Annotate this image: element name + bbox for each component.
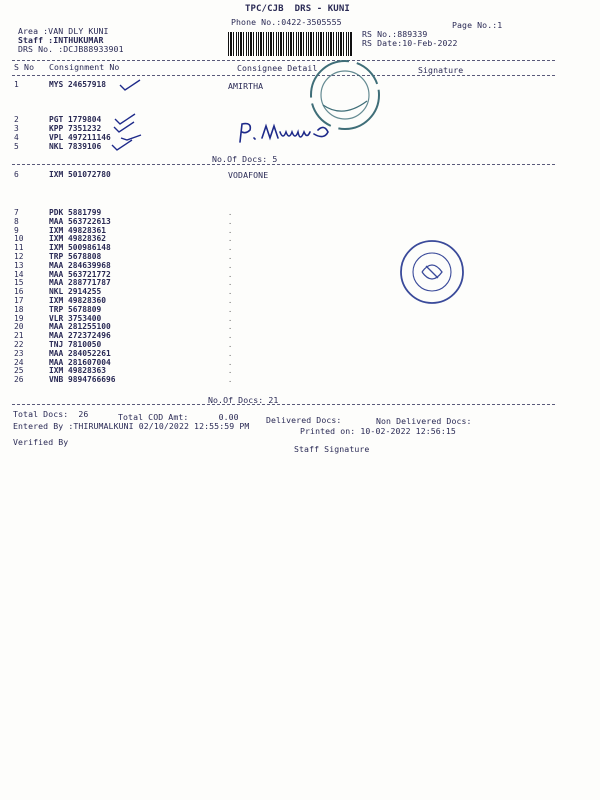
column-dot: . <box>228 209 233 217</box>
serial-number: 12 <box>14 252 24 261</box>
consignment-number: PGT 1779804 <box>49 115 102 124</box>
delivered-docs: Delivered Docs: <box>266 415 342 425</box>
serial-number: 8 <box>14 216 19 226</box>
serial-number: 25 <box>14 366 24 376</box>
serial-number: 5 <box>14 142 19 151</box>
column-dot: . <box>228 297 233 305</box>
document-title: TPC/CJB DRS - KUNI <box>245 4 350 14</box>
serial-number: 1 <box>14 80 19 89</box>
column-dot: . <box>228 235 233 244</box>
consignment-number: MAA 272372496 <box>49 331 111 341</box>
staff-signature: Staff Signature <box>294 444 370 454</box>
column-dot: . <box>228 323 233 332</box>
serial-number: 13 <box>14 260 24 270</box>
area-field: Area :VAN DLY KUNI <box>18 26 109 36</box>
column-dot: . <box>228 217 233 226</box>
consignment-number: VNB 9894766696 <box>49 375 116 385</box>
serial-number: 22 <box>14 340 24 349</box>
consignment-number: VLR 3753400 <box>49 313 102 323</box>
verified-by: Verified By <box>13 437 69 447</box>
entered-by: Entered By :THIRUMALKUNI 02/10/2022 12:55:59 PM <box>13 421 250 431</box>
rule-group2 <box>12 164 555 165</box>
serial-number: 21 <box>14 331 24 341</box>
consignment-number: IXM 500986148 <box>49 243 111 253</box>
consignment-number: MYS 24657918 <box>49 80 107 89</box>
column-dot: . <box>228 288 233 297</box>
consignment-number: MAA 563722613 <box>49 216 111 226</box>
serial-number: 4 <box>14 133 19 142</box>
serial-number: 7 <box>14 208 19 217</box>
page-number: Page No.:1 <box>452 20 503 30</box>
consignee-amirtha: AMIRTHA <box>228 81 264 91</box>
tick-mark-icon <box>118 78 142 92</box>
col-consignee: Consignee Detail <box>237 63 318 73</box>
column-dot: . <box>228 376 233 385</box>
column-dot: . <box>228 279 233 288</box>
consignment-number: MAA 288771787 <box>49 278 111 288</box>
column-dot: . <box>228 226 233 235</box>
consignment-number: IXM 49828362 <box>49 234 107 244</box>
column-dot: . <box>228 314 233 323</box>
col-sno: S No <box>14 62 35 72</box>
staff-field: Staff :INTHUKUMAR <box>18 35 104 45</box>
consignment-number: NKL 7839106 <box>49 142 102 151</box>
serial-number: 26 <box>14 375 24 385</box>
serial-number: 16 <box>14 287 24 297</box>
serial-number: 20 <box>14 322 24 332</box>
serial-number: 3 <box>14 124 19 133</box>
col-consignment: Consignment No <box>49 62 120 72</box>
serial-number: 10 <box>14 234 24 244</box>
consignment-number: MAA 284052261 <box>49 348 111 358</box>
non-delivered-docs: Non Delivered Docs: <box>376 416 472 426</box>
group4-doc-count: No.Of Docs: 21 <box>208 395 279 405</box>
serial-number: 2 <box>14 115 19 124</box>
column-dot: . <box>228 341 233 349</box>
serial-number: 24 <box>14 357 24 367</box>
column-dot: . <box>228 349 233 358</box>
serial-number: 11 <box>14 243 24 253</box>
consignment-number: IXM 49828361 <box>49 225 107 235</box>
serial-number: 18 <box>14 304 24 314</box>
consignment-number: IXM 49828360 <box>49 296 107 305</box>
serial-number: 19 <box>14 313 24 323</box>
phone-number: Phone No.:0422-3505555 <box>231 17 342 27</box>
column-dot: . <box>228 270 233 279</box>
serial-number: 9 <box>14 225 19 235</box>
consignment-number: TRP 5678809 <box>49 304 102 314</box>
consignment-number: VPL 497211146 <box>49 133 111 142</box>
rs-date: RS Date:10-Feb-2022 <box>362 38 458 48</box>
round-stamp-icon <box>396 236 468 308</box>
column-dot: . <box>228 261 233 270</box>
consignment-number: MAA 563721772 <box>49 269 111 279</box>
col-signature: Signature <box>418 65 464 75</box>
consignment-number: PDK 5881799 <box>49 208 102 217</box>
consignment-number: NKL 2914255 <box>49 287 102 297</box>
consignment-number: TRP 5678808 <box>49 252 102 261</box>
consignee-vodafone: VODAFONE <box>228 170 269 180</box>
serial-number: 17 <box>14 296 24 305</box>
serial-number: 6 <box>14 170 19 179</box>
rule-footer <box>12 404 555 405</box>
group2-doc-count: No.Of Docs: 5 <box>212 154 278 164</box>
serial-number: 14 <box>14 269 24 279</box>
column-dot: . <box>228 367 233 376</box>
round-stamp-icon <box>305 55 385 135</box>
column-dot: . <box>228 358 233 367</box>
rs-number: RS No.:889339 <box>362 29 428 39</box>
consignment-number: IXM 49828363 <box>49 366 107 376</box>
rule-header <box>12 75 555 76</box>
total-cod: Total COD Amt: 0.00 <box>118 412 239 422</box>
barcode <box>228 32 353 56</box>
consignment-number: IXM 501072780 <box>49 170 111 179</box>
serial-number: 15 <box>14 278 24 288</box>
drs-number: DRS No. :DCJB88933901 <box>18 44 124 54</box>
consignment-number: KPP 7351232 <box>49 124 102 133</box>
consignment-number: MAA 281255100 <box>49 322 111 332</box>
total-docs: Total Docs: 26 <box>13 409 89 419</box>
column-dot: . <box>228 244 233 253</box>
serial-number: 23 <box>14 348 24 358</box>
printed-on: Printed on: 10-02-2022 12:56:15 <box>300 426 456 436</box>
column-dot: . <box>228 332 233 341</box>
consignment-number: TNJ 7810050 <box>49 340 102 349</box>
rule-top <box>12 60 555 61</box>
consignment-number: MAA 284639968 <box>49 260 111 270</box>
column-dot: . <box>228 305 233 314</box>
consignment-number: MAA 281607004 <box>49 357 111 367</box>
column-dot: . <box>228 253 233 261</box>
tick-mark-icon <box>110 138 134 152</box>
